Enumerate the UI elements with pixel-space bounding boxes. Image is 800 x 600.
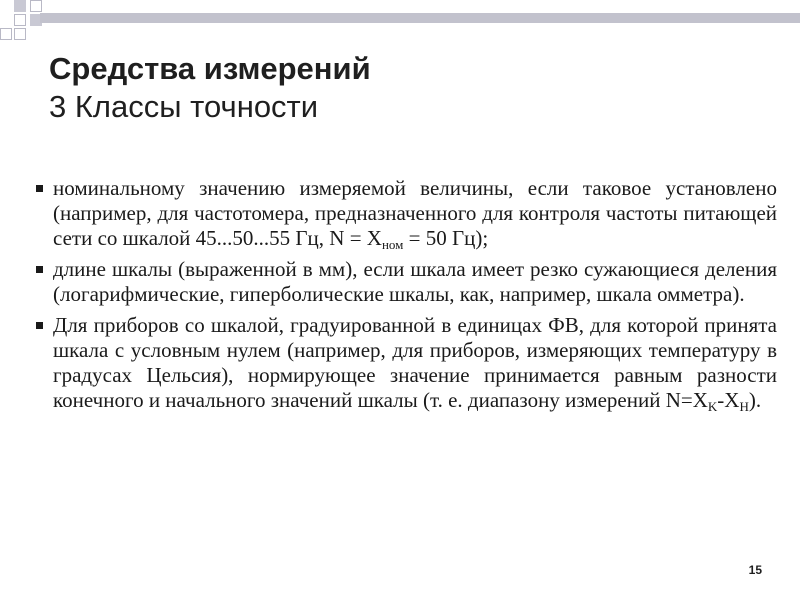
title-sub: 3 Классы точности — [49, 89, 319, 124]
item-text-mid: -X — [717, 388, 740, 412]
item-text-tail: ). — [748, 388, 762, 412]
bullet-square-icon — [36, 266, 43, 273]
decor-square — [0, 28, 12, 40]
bullet-list — [36, 176, 777, 419]
item-text: номинальному значению измеряемой величины, если таковое установлено (например, для частотомера, предназначенного для контроля частоты питающей сети со шкалой 45...50...55 Гц, N = X — [53, 176, 777, 250]
list-item — [36, 313, 777, 413]
decor-square — [14, 28, 26, 40]
decor-top-line — [40, 13, 800, 23]
page-number: 15 — [748, 563, 762, 577]
title-main: Средства измерений — [49, 51, 371, 86]
item-text-tail: = 50 Гц); — [403, 226, 489, 250]
item-text: длине шкалы (выраженной в мм), если шкала имеет резко сужающиеся деления (логарифмические, гиперболические шкалы, как, например, шкала омметра). — [53, 257, 777, 306]
item-subscript: H — [739, 399, 749, 414]
decor-square — [14, 14, 26, 26]
item-subscript: K — [707, 399, 718, 414]
decor-square — [14, 0, 26, 12]
bullet-square-icon — [36, 322, 43, 329]
slide-title — [49, 50, 769, 126]
list-item — [36, 176, 777, 251]
decor-square — [30, 0, 42, 12]
item-text: Для приборов со шкалой, градуированной в единицах ФВ, для которой принята шкала с условным нулем (например, для приборов, измеряющих температуру в градусах Цельсия), нормирующее значение принимается равным разности конечного и начального значений шкалы (т. е. диапазону измерений N=X — [53, 313, 777, 412]
list-item — [36, 257, 777, 307]
bullet-square-icon — [36, 185, 43, 192]
item-subscript: ном — [381, 237, 404, 252]
